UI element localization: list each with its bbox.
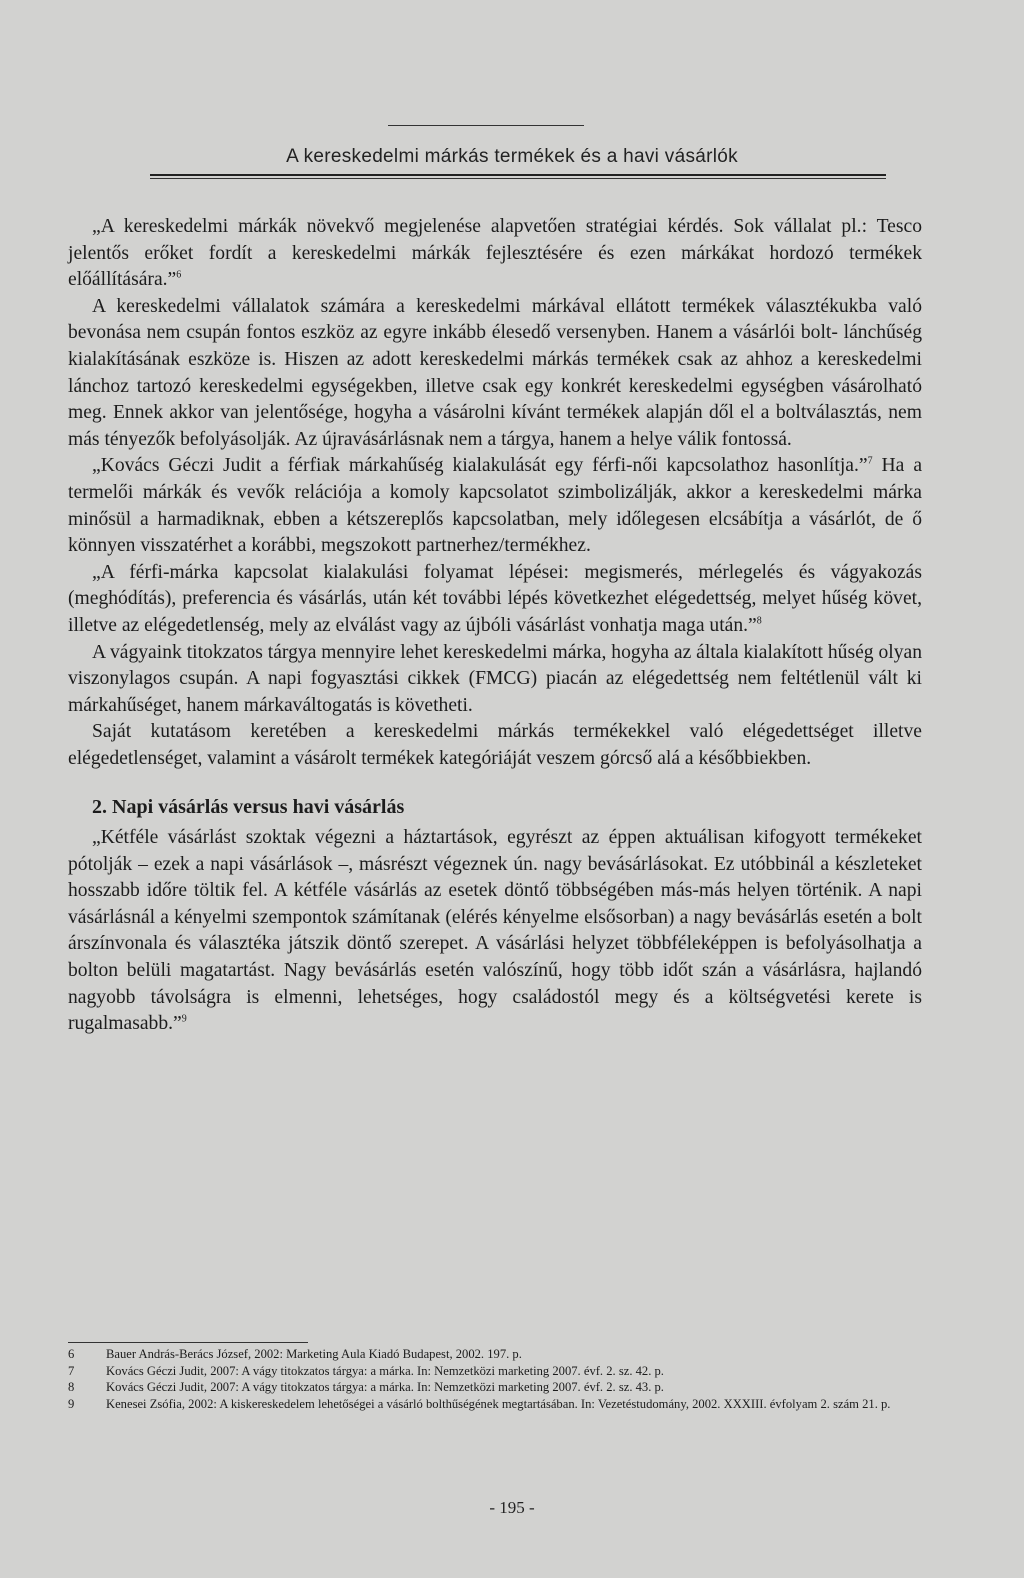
footnote-text: Kovács Géczi Judit, 2007: A vágy titokzatos tárgya: a márka. In: Nemzetközi marketing 2007. évf. 2. sz. 43. p. <box>106 1380 664 1395</box>
page-number: - 195 - <box>489 1498 535 1517</box>
footnote <box>68 1379 928 1396</box>
footnote-text: Kovács Géczi Judit, 2007: A vágy titokzatos tárgya: a márka. In: Nemzetközi marketing 2007. évf. 2. sz. 42. p. <box>106 1363 664 1378</box>
header-rule-thin <box>150 178 886 179</box>
paragraph: „A férfi-márka kapcsolat kialakulási folyamat lépései: megismerés, mérlegelés és vágyakozás (meghódítás), preferencia és vásárlás, után két további lépés következhet elégedettség, melyet hűség követ, illetve az elégedetlenség, mely az elválást vagy az újbóli vásárlást vonhatja maga után.”$^8$ <box>68 561 922 636</box>
footnote-number: 6 <box>68 1347 75 1361</box>
paragraph: A kereskedelmi vállalatok számára a kereskedelmi márkával ellátott termékek választékukba való bevonása nem csupán fontos eszköz az egyre inkább élesedő versenyben. Hanem a vásárlói bolt- lánchűség kialakításának eszköze is. Hiszen az adott kereskedelmi márkás termékek csak az ahhoz a kereskedelmi lánchoz tartozó kereskedelmi egységekben, illetve csak egy konkrét kereskedelmi egységben vásárolható meg. Ennek akkor van jelentősége, hogyha a vásárolni kívánt termékek alapján dől el a boltválasztás, nem más tényezők befolyásolják. Az újravásárlásnak nem a tárgya, hanem a helye válik fontossá. <box>68 295 922 450</box>
section-heading: 2. Napi vásárlás versus havi vásárlás <box>92 796 405 819</box>
paragraph: Saját kutatásom keretében a kereskedelmi márkás termékekkel való elégedettséget illetve elégedetlenséget, valamint a vásárolt termékek kategóriáját veszem górcső alá a későbbiekben. <box>68 721 922 769</box>
footnote-text: Bauer András-Berács József, 2002: Marketing Aula Kiadó Budapest, 2002. 197. p. <box>106 1347 522 1361</box>
paragraph: „Kétféle vásárlást szoktak végezni a háztartások, egyrészt az éppen aktuálisan kifogyott termékeket pótolják – ezek a napi vásárlások –, másrészt végeznek ún. nagy bevásárlásokat. Ez utóbbinál a készleteket hosszabb időre töltik fel. A kétféle vásárlás az esetek döntő többségében más-más helyen történik. A napi vásárlásnál a kényelmi szempontok számítanak (elérés kényelme elsősorban) a nagy bevásárlás esetén a bolt árszínvonala és választéka játszik döntő szerepet. A vásárlási helyzet többféleképpen is befolyásolhatja a bolton belüli magatartást. Nagy bevásárlás esetén valószínű, hogy több időt szán a vásárlásra, hajlandó nagyobb távolságra is elmenni, lehetséges, hogy családostól megy és a költségvetési kerete is rugalmasabb.”$^9$ <box>68 827 922 1035</box>
footnote-number: 9 <box>68 1396 75 1411</box>
top-rule <box>388 125 584 126</box>
footnote-ref[interactable]: 8 <box>756 615 762 627</box>
footnote-ref[interactable]: 6 <box>176 269 182 281</box>
body-text <box>68 214 922 1038</box>
paragraph: „Kovács Géczi Judit a férfiak márkahűség kialakulását egy férfi-női kapcsolathoz hasonlítja.”$^7$ Ha a termelői márkák és vevők relációja a komoly kapcsolatot szimbolizálják, akkor a kereskedelmi márka minősül a harmadiknak, ebben a kétszereplős kapcsolatban, mely időlegesen elcsábítja a vásárlót, de ő könnyen visszatérhet a korábbi, megszokott partnerhez/termékhez. <box>68 455 923 557</box>
footnote <box>68 1396 928 1413</box>
paragraph: „A kereskedelmi márkák növekvő megjelenése alapvetően stratégiai kérdés. Sok vállalat pl.: Tesco jelentős erőket fordít a kereskedelmi márkák fejlesztésére és ezen márkákat hordozó termékek előállítására.”$^6$ <box>68 216 922 291</box>
footnotes <box>68 1346 928 1412</box>
footnote-ref[interactable]: 7 <box>867 455 873 467</box>
footnote-number: 7 <box>68 1363 75 1378</box>
footnote <box>68 1346 928 1363</box>
footnote-number: 8 <box>68 1380 75 1395</box>
footnote-rule <box>68 1342 308 1343</box>
paragraph: A vágyaink titokzatos tárgya mennyire lehet kereskedelmi márka, hogyha az általa kialakított hűség olyan viszonylagos csupán. A napi fogyasztási cikkek (FMCG) piacán az elégedettség nem feltétlenül vált ki márkahűséget, hanem márkaváltogatás is követheti. <box>68 641 922 716</box>
footnote-ref[interactable]: 9 <box>181 1013 187 1025</box>
footnote <box>68 1363 928 1380</box>
footnote-text: Kenesei Zsófia, 2002: A kiskereskedelem lehetőségei a vásárló bolthűségének megtartásában. In: Vezetéstudomány, 2002. XXXIII. évfolyam 2. szám 21. p. <box>106 1396 891 1411</box>
running-header: A kereskedelmi márkás termékek és a havi vásárlók <box>286 146 738 167</box>
header-rule <box>150 174 886 176</box>
